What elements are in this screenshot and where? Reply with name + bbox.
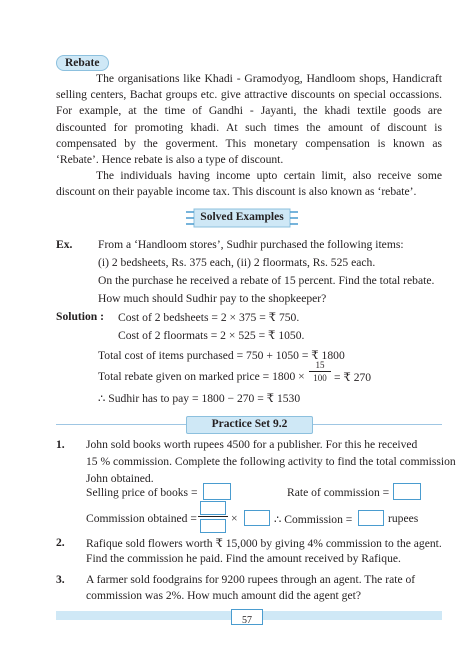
page-number-box — [231, 609, 263, 625]
question-2-number: 2. — [56, 536, 65, 549]
solved-examples-heading: Solved Examples — [200, 211, 284, 223]
example-line-3: On the purchase he received a rebate of 15 percent. Find the total rebate. — [98, 274, 435, 287]
page-number: 57 — [242, 615, 252, 626]
example-label: Ex. — [56, 238, 73, 251]
solution-line-3: Total cost of items purchased = 750 + 1050 = ₹ 1800 — [98, 349, 345, 362]
solution-line-5: ∴ Sudhir has to pay = 1800 − 270 = ₹ 1530 — [98, 392, 301, 405]
selling-price-box[interactable] — [203, 483, 231, 500]
practice-set-heading: Practice Set 9.2 — [211, 418, 288, 430]
multiplier-box[interactable] — [244, 510, 270, 526]
question-1-line-3: John obtained. — [86, 472, 154, 485]
therefore-commission-label: ∴ Commission = — [274, 513, 353, 526]
question-1-line-1: John sold books worth rupees 4500 for a publisher. For this he received — [86, 438, 418, 451]
fraction-denominator: 100 — [313, 373, 327, 383]
solution-line-4: Total rebate given on marked price = 1800 × — [98, 370, 305, 383]
question-3-line-1: A farmer sold foodgrains for 9200 rupees through an agent. The rate of — [86, 573, 416, 586]
rupees-label: rupees — [388, 512, 419, 525]
question-1-line-2: 15 % commission. Complete the following activity to find the total commission — [86, 455, 456, 468]
solution-line-1: Cost of 2 bedsheets = 2 × 375 = ₹ 750. — [118, 311, 300, 324]
fraction-denominator-box[interactable] — [200, 519, 226, 533]
rebate-paragraph-2: The individuals having income upto certain limit, also receive some discount on their payable income tax. This discount is also known as ‘rebate’. — [56, 169, 442, 199]
solution-line-2: Cost of 2 floormats = 2 × 525 = ₹ 1050. — [118, 329, 305, 342]
fraction-numerator-box[interactable] — [200, 501, 226, 515]
rebate-fraction — [309, 360, 331, 383]
practice-set-banner — [56, 416, 442, 434]
example-line-1: From a ‘Handloom stores’, Sudhir purchased the following items: — [98, 238, 404, 251]
solved-examples-banner — [184, 208, 300, 228]
rate-of-commission-box[interactable] — [393, 483, 421, 500]
multiply-sign: × — [231, 512, 238, 525]
fraction-numerator: 15 — [315, 360, 325, 370]
solution-line-4-result: = ₹ 270 — [334, 371, 372, 384]
rebate-paragraph-1: The organisations like Khadi - Gramodyog, Handloom shops, Handicraft selling centers, Bachat groups etc. give attractive discounts on special occassions. For example, at the time of Gandhi - Jayanti, the khadi textile goods are discounted for promoting khadi. At such times the amount of discount is compensated by the goverment. This monetary compensation is known as ‘Rebate’. Hence rebate is also a type of discount. — [56, 72, 442, 167]
example-line-4: How much should Sudhir pay to the shopkeeper? — [98, 292, 327, 305]
question-2-line-1: Rafique sold flowers worth ₹ 15,000 by giving 4% commission to the agent. — [86, 537, 442, 550]
commission-box[interactable] — [358, 510, 384, 526]
selling-price-label: Selling price of books = — [86, 486, 198, 499]
question-3-line-2: commission was 2%. How much amount did the agent get? — [86, 589, 361, 602]
commission-obtained-label: Commission obtained = — [86, 512, 197, 525]
question-1-number: 1. — [56, 438, 65, 451]
rate-of-commission-label: Rate of commission = — [287, 486, 390, 499]
fraction-bar — [198, 516, 228, 517]
example-line-2: (i) 2 bedsheets, Rs. 375 each, (ii) 2 floormats, Rs. 525 each. — [98, 256, 376, 269]
question-3-number: 3. — [56, 573, 65, 586]
question-2-line-2: Find the commission he paid. Find the amount received by Rafique. — [86, 552, 401, 565]
rebate-heading: Rebate — [56, 55, 109, 71]
solution-label: Solution : — [56, 310, 104, 323]
